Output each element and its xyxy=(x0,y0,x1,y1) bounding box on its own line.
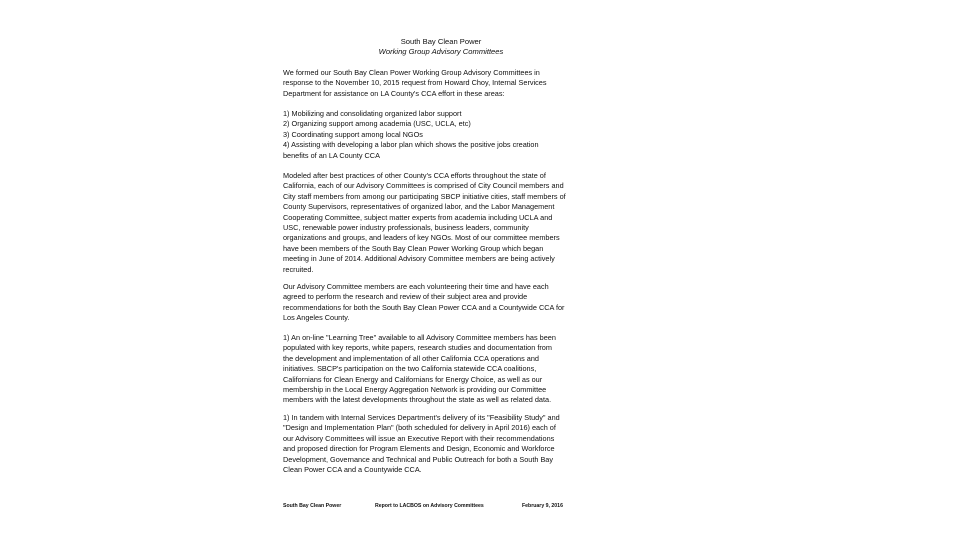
text-line: recruited. xyxy=(283,264,314,274)
text-line: response to the November 10, 2015 request from Howard Choy, Internal Services xyxy=(283,78,547,88)
text-line: County Supervisors, representatives of organized labor, and the Labor Management xyxy=(283,202,555,212)
text-line: Californians for Clean Energy and Californians for Energy Choice, as well as our xyxy=(283,374,543,384)
text-line: 1) In tandem with Internal Services Department's delivery of its "Feasibility Study" and xyxy=(283,413,560,422)
footer-report-title: Report to LACBOS on Advisory Committees xyxy=(375,503,484,509)
tandem-paragraph xyxy=(283,413,599,475)
text-line: USC, renewable power industry professionals, business leaders, community xyxy=(283,223,529,233)
text-line: membership in the Local Energy Aggregation Network is providing our Committee xyxy=(283,385,547,395)
text-line: We formed our South Bay Clean Power Working Group Advisory Committees in xyxy=(283,68,540,77)
list-item: 4) Assisting with developing a labor plan which shows the positive jobs creation xyxy=(283,140,539,150)
intro-paragraph xyxy=(283,68,599,99)
text-line: 1) An on-line "Learning Tree" available to all Advisory Committee members has been xyxy=(283,333,556,342)
footer-organization: South Bay Clean Power xyxy=(283,503,342,509)
text-line: organizations and groups, and leaders of key NGOs. Most of our committee members xyxy=(283,233,560,243)
text-line: California, each of our Advisory Committees is comprised of City Council members and xyxy=(283,181,564,191)
text-line: City staff members from among our participating SBCP initiative cities, staff members of xyxy=(283,191,566,201)
volunteer-paragraph xyxy=(283,282,599,324)
text-line: agreed to perform the research and review of their subject area and provide xyxy=(283,292,528,302)
text-line: Modeled after best practices of other County's CCA efforts throughout the state of xyxy=(283,171,546,180)
document-heading xyxy=(283,37,599,57)
focus-areas-list xyxy=(283,109,599,161)
model-paragraph xyxy=(283,171,599,275)
text-line: Development, Governance and Technical and Public Outreach for both a South Bay xyxy=(283,454,554,464)
text-line: meeting in June of 2014. Additional Advisory Committee members are being actively xyxy=(283,254,555,264)
document-page xyxy=(283,36,599,516)
text-line: the development and implementation of all other California CCA operations and xyxy=(283,353,539,363)
text-line: populated with key reports, white papers, research studies and documentation from xyxy=(283,343,552,353)
list-item: benefits of an LA County CCA xyxy=(283,150,380,160)
text-line: Department for assistance on LA County's CCA effort in these areas: xyxy=(283,88,505,98)
list-item: 3) Coordinating support among local NGOs xyxy=(283,129,423,139)
text-line: Los Angeles County. xyxy=(283,313,350,323)
document-title: South Bay Clean Power xyxy=(400,37,482,46)
document-subtitle: Working Group Advisory Committees xyxy=(378,47,504,56)
text-line: our Advisory Committees will issue an Executive Report with their recommendations xyxy=(283,433,555,443)
text-line: initiatives. SBCP's participation on the two California statewide CCA coalitions, xyxy=(283,364,537,374)
footer-date: February 9, 2016 xyxy=(522,503,563,509)
text-line: "Design and Implementation Plan" (both scheduled for delivery in April 2016) each of xyxy=(283,423,556,433)
text-line: and proposed direction for Program Elements and Design, Economic and Workforce xyxy=(283,444,555,454)
text-line: recommendations for both the South Bay Clean Power CCA and a Countywide CCA for xyxy=(283,302,565,312)
text-line: Clean Power CCA and a Countywide CCA. xyxy=(283,465,422,475)
text-line: Our Advisory Committee members are each volunteering their time and have each xyxy=(283,282,549,291)
list-item: 2) Organizing support among academia (USC, UCLA, etc) xyxy=(283,119,471,129)
text-line: Cooperating Committee, subject matter experts from academia including UCLA and xyxy=(283,212,553,222)
list-item: 1) Mobilizing and consolidating organized labor support xyxy=(283,109,462,118)
text-line: members with the latest developments throughout the state as well as related data. xyxy=(283,395,552,405)
learning-tree-paragraph xyxy=(283,333,599,406)
text-line: have been members of the South Bay Clean Power Working Group which began xyxy=(283,243,544,253)
